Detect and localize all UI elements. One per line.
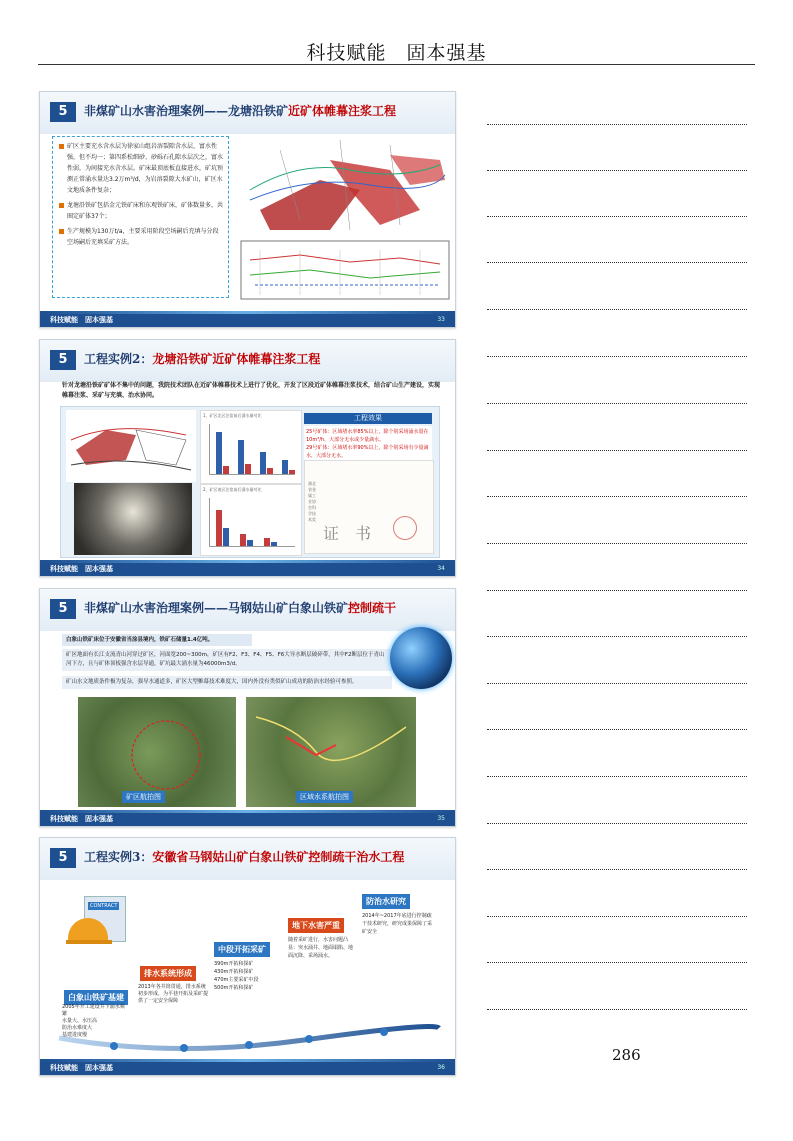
section-number: 5	[50, 599, 76, 619]
slide-36	[39, 837, 456, 1076]
slide-intro: 针对龙塘沿铁矿矿体不集中的问题，我院技术团队在近矿体帷幕技术上进行了优化，开发了区段近矿体帷幕注浆技术，结合矿山生产建设，实现帷幕注浆、采矿与充填、治水协同。	[62, 382, 441, 399]
chart-north-plot	[209, 424, 295, 475]
slide-title-bar	[40, 589, 455, 631]
slide-title: 非煤矿山水害治理案例——马钢姑山矿白象山铁矿控制疏干	[84, 601, 397, 615]
note-line	[487, 403, 747, 404]
slide-page: 33	[437, 316, 445, 323]
effect-title: 工程效果	[304, 413, 432, 424]
slide-title-bar	[40, 92, 455, 134]
mine-plan-drawing-image	[240, 240, 450, 300]
note-line	[487, 590, 747, 591]
bullet-production: 生产规模为130万t/a，主要采用阶段空场嗣后充填与分段空场嗣后充填采矿方法。	[59, 226, 224, 248]
note-line	[487, 262, 747, 263]
note-line	[487, 356, 747, 357]
timeline-step-3-items: 390m开拓和探矿 430m开拓和探矿 470m主要采矿中段 500m开拓和探矿	[214, 961, 259, 991]
note-line	[487, 683, 747, 684]
note-line	[487, 869, 747, 870]
timeline-step-4: 地下水害严重	[288, 918, 344, 933]
note-line	[487, 1009, 747, 1010]
slide-title: 工程实例3：安徽省马钢姑山矿白象山铁矿控制疏干治水工程	[84, 850, 405, 864]
slide-page: 36	[437, 1064, 445, 1071]
note-line	[487, 729, 747, 730]
timeline-step-5: 防治水研究	[362, 894, 410, 909]
timeline-step-5-items: 2014年~2017年底进行控制疏干技术研究，研究成果保障了采矿安全	[362, 913, 433, 935]
timeline-step-2-items: 2013年各井筒贯通，排水系统初步形成，为平巷开拓及采矿提供了一定安全保障	[138, 984, 209, 1004]
header-rule	[38, 64, 755, 65]
slide-page: 34	[437, 565, 445, 572]
slide-35	[39, 588, 456, 827]
slide-title: 工程实例2：龙塘沿铁矿近矿体帷幕注浆工程	[84, 352, 321, 366]
mine-hydrogeology-text: 矿山水文地质条件极为复杂，强导水通道多，矿区大型帷幕技术难度大，国内外没有类似矿山成功的防治水经验可参照。	[62, 676, 392, 689]
earth-globe-image	[390, 627, 452, 689]
chart-south-plot	[209, 498, 295, 547]
water-system-aerial-photo	[246, 697, 416, 807]
timeline-step-2: 排水系统形成	[140, 966, 196, 981]
section-number: 5	[50, 848, 76, 868]
chart-north-area: 1、矿区北区注浆前后涌水量对比	[200, 410, 302, 484]
note-line	[487, 776, 747, 777]
aerial-caption: 矿区航拍图	[122, 791, 165, 803]
slide-footer: 科技赋能 固本强基 36	[40, 1062, 455, 1075]
slide-34	[39, 339, 456, 577]
section-number: 5	[50, 102, 76, 122]
mine-aerial-photo	[78, 697, 236, 807]
slide-footer: 科技赋能 固本强基 35	[40, 813, 455, 826]
orebody-3d-model-image	[240, 130, 450, 235]
note-line	[487, 543, 747, 544]
note-line	[487, 823, 747, 824]
bullet-aquifer: 矿区主要充水含水层为徐家山组岩溶裂隙含水层，富水性强，但不均一；第四系松细砂、砂砾石孔隙水层次之，富水性弱，为间接充水含水层。矿床最顶底板直接进水，矿坑预测正常涌水量达3.2万m³/d，为岩溶裂隙大水矿山，矿区水文地质条件复杂；	[59, 141, 224, 196]
contract-helmet-icon: CONTRACT	[68, 896, 130, 952]
note-line	[487, 124, 747, 125]
slide-33	[39, 91, 456, 328]
timeline-step-4-items: 随着采矿进行，水害问题凸显：突水涌井、地面塌陷、地面沉降、采场涌水。	[288, 937, 354, 959]
water-system-caption: 区域水系航拍图	[296, 791, 353, 803]
tunnel-photo	[74, 483, 192, 555]
mine-river-text: 矿区地面有长江支流青山河穿过矿区，河面宽200~300m，矿区有F2、F3、F4、F5、F6大导水断层破碎带，其中F2断层位于青山河下方，且与矿体顶板强含水层导通，矿坑最大涌水量为46000m3/d。	[62, 649, 392, 671]
section-number: 5	[50, 350, 76, 370]
slide-title-bar	[40, 838, 455, 880]
curtain-grouting-3d-image	[66, 410, 196, 482]
timeline-step-3: 中段开拓采矿	[214, 942, 270, 957]
note-line	[487, 962, 747, 963]
timeline-step-1-items: 2005年开工建设井下涌水频繁 水量大、水压高 防治水难度大 基建进度慢	[62, 1004, 125, 1038]
award-certificate: 湖北省金属工业协会科学技术奖 证 书	[304, 460, 434, 554]
slide-footer: 科技赋能 固本强基 33	[40, 314, 455, 327]
note-line	[487, 496, 747, 497]
note-line	[487, 916, 747, 917]
page-header: 科技赋能 固本强基	[306, 42, 487, 64]
note-line	[487, 450, 747, 451]
page-number: 286	[612, 1046, 641, 1064]
slide-title: 非煤矿山水害治理案例——龙塘沿铁矿近矿体帷幕注浆工程	[84, 104, 397, 118]
slide-page: 35	[437, 815, 445, 822]
note-line	[487, 636, 747, 637]
timeline-step-1: 白象山铁矿基建	[64, 990, 128, 1005]
mine-location-text: 白象山铁矿床位于安徽省当涂县境内，铁矿石储量1.4亿吨。	[62, 634, 252, 646]
note-line	[487, 170, 747, 171]
slide-title-bar	[40, 340, 455, 382]
chart-south-area: 2、矿区南区注浆前后涌水量对比	[200, 484, 302, 556]
slide-footer: 科技赋能 固本强基 34	[40, 563, 455, 576]
note-line	[487, 216, 747, 217]
note-line	[487, 309, 747, 310]
bullet-orebody: 龙塘沿铁矿包括金元铁矿床和东观铁矿床，矿体数量多，共圈定矿体37个；	[59, 200, 224, 222]
geology-description-box	[52, 136, 229, 298]
certificate-seal	[393, 516, 417, 540]
effect-list: 25号矿体：区域堵水率85%以上，除个别采场涌水量在10m³/h，大部分无水或少量滴水。 29号矿体：区域堵水率90%以上，除个别采场有少量滴水，大部分无水。	[304, 426, 432, 462]
